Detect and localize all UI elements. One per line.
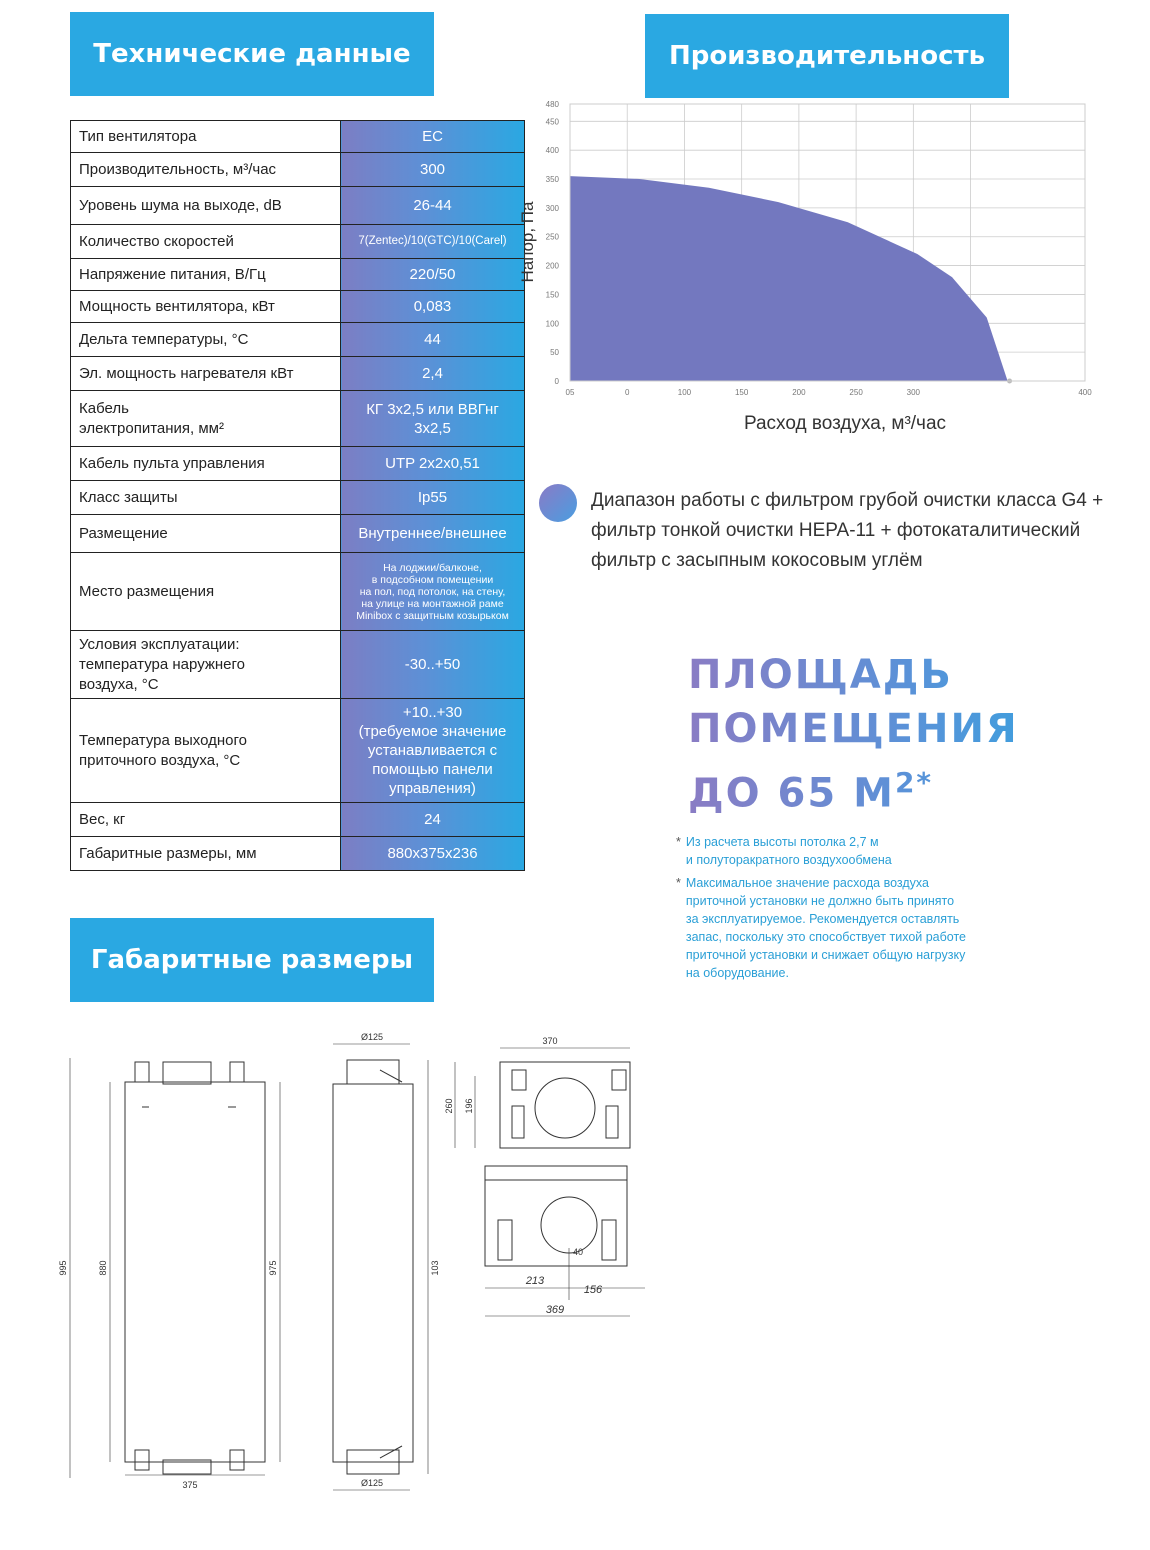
spec-row [71,699,525,803]
chart-y-tick: 0 [554,377,559,386]
spec-label: Производительность, м³/час [71,153,341,187]
dimension-drawings [50,1020,660,1500]
chart-x-tick: 100 [677,388,692,397]
spec-row [71,391,525,447]
footnote-text: Из расчета высоты потолка 2,7 м и полуторакратного воздухообмена [685,835,892,867]
chart-y-label: Напор, Па [518,201,537,283]
tech-data-header: Технические данные [70,12,434,96]
dim-bottom-369: 369 [545,1304,565,1316]
spec-label: Габаритные размеры, мм [71,837,341,871]
spec-label: Класс защиты [71,481,341,515]
spec-value: На лоджии/балконе, в подсобном помещении на пол, под потолок, на стену, на улице на монтажной раме Minibox с защитным козырьком [341,553,525,631]
top-view-drawing [455,1048,630,1148]
chart-y-tick: 100 [545,319,559,329]
filter-legend-dot [539,484,577,522]
spec-value: 24 [341,803,525,837]
chart-x-tick: 250 [849,388,863,397]
spec-value: 2,4 [341,357,525,391]
chart-y-tick: 50 [550,348,559,358]
area-line-2: ПОМЕЩЕНИЯ [688,706,1019,752]
spec-label: Дельта температуры, °С [71,323,341,357]
spec-label: Уровень шума на выходе, dB [71,187,341,225]
dim-front-height-body: 880 [98,1260,108,1276]
spec-value: 880х375х236 [341,837,525,871]
spec-row [71,187,525,225]
dim-bottom-40: 40 [572,1247,584,1257]
footnote-airflow [676,874,1036,982]
dim-top-width: 370 [542,1036,558,1046]
chart-y-tick: 400 [545,146,559,156]
spec-row [71,357,525,391]
spec-label: Кабель электропитания, мм² [71,391,341,447]
chart-y-tick: 250 [545,232,559,242]
spec-label: Напряжение питания, В/Гц [71,259,341,291]
spec-label: Количество скоростей [71,225,341,259]
dimensions-header: Габаритные размеры [70,918,434,1002]
spec-value: 0,083 [341,291,525,323]
spec-row [71,515,525,553]
dim-side-height-outer: 103 [430,1260,440,1276]
spec-value: 300 [341,153,525,187]
bottom-view-drawing [485,1166,645,1316]
chart-y-tick: 150 [545,290,559,300]
performance-chart [500,92,1100,442]
dim-bottom-213: 213 [525,1275,545,1287]
spec-value: +10..+30 (требуемое значение устанавливается с помощью панели управления) [341,699,525,803]
chart-x-tick: 0 [624,388,630,397]
room-area-title [688,648,1128,820]
spec-row [71,447,525,481]
performance-header: Производительность [645,14,1009,98]
footnote-ceiling [676,833,1036,869]
chart-y-tick: 200 [545,261,559,271]
spec-row [71,121,525,153]
spec-value: 44 [341,323,525,357]
spec-row [71,291,525,323]
chart-y-tick: 450 [545,117,559,127]
side-view-drawing [333,1044,428,1490]
spec-value: 220/50 [341,259,525,291]
spec-row [71,259,525,291]
chart-x-tick: 05 [565,388,575,397]
spec-label: Условия эксплуатации: температура наружнего воздуха, °С [71,631,341,699]
spec-table [70,120,525,871]
spec-value: -30..+50 [341,631,525,699]
chart-x-tick: 300 [906,388,921,397]
spec-label: Вес, кг [71,803,341,837]
footnote-star: * [676,835,681,849]
area-line-3: ДО 65 М [688,770,895,817]
chart-x-tick: 200 [792,388,806,397]
spec-row [71,553,525,631]
filter-note: Диапазон работы с фильтром грубой очистки класса G4 + фильтр тонкой очистки HEPA-11 + фотокаталитический фильтр с засыпным кокосовым углём [591,490,1104,571]
area-sup: 2* [894,766,934,799]
spec-row [71,631,525,699]
spec-row [71,837,525,871]
spec-label: Размещение [71,515,341,553]
spec-value: Ip55 [341,481,525,515]
dim-top-h1: 260 [444,1098,454,1114]
chart-y-tick: 480 [545,100,559,109]
dim-side-height: 975 [268,1260,278,1276]
spec-value: Внутреннее/внешнее [341,515,525,553]
area-line-1: ПЛОЩАДЬ [688,652,953,698]
spec-label: Эл. мощность нагревателя кВт [71,357,341,391]
dim-top-h2: 196 [464,1098,474,1114]
chart-y-tick: 350 [545,175,559,185]
dim-bottom-156: 156 [583,1284,603,1296]
chart-series-area [570,176,1008,381]
spec-row [71,153,525,187]
spec-row [71,481,525,515]
dim-side-duct-top: Ø125 [360,1032,384,1042]
spec-value: 7(Zentec)/10(GTC)/10(Carel) [341,225,525,259]
dim-front-width: 375 [182,1480,198,1490]
spec-value: КГ 3х2,5 или ВВГнг 3х2,5 [341,391,525,447]
spec-value: 26-44 [341,187,525,225]
spec-label: Место размещения [71,553,341,631]
spec-value: UTP 2x2x0,51 [341,447,525,481]
spec-row [71,225,525,259]
chart-x-label: Расход воздуха, м³/час [743,413,947,434]
dim-side-duct-bottom: Ø125 [360,1478,384,1488]
spec-row [71,323,525,357]
spec-row [71,803,525,837]
chart-x-tick: 400 [1078,388,1092,397]
spec-label: Мощность вентилятора, кВт [71,291,341,323]
spec-label: Тип вентилятора [71,121,341,153]
chart-x-tick: 150 [734,388,749,397]
chart-y-tick: 300 [545,203,559,213]
footnote-text: Максимальное значение расхода воздуха приточной установки не должно быть принято за эксплуатируемое. Рекомендуется оставлять запас, поскольку это способствует тихой работе приточной установки и снижает общую нагрузку на оборудование. [685,876,967,980]
dim-front-height-total: 995 [58,1260,68,1276]
spec-value: EC [341,121,525,153]
spec-label: Температура выходного приточного воздуха, °С [71,699,341,803]
footnote-star: * [676,876,681,890]
spec-label: Кабель пульта управления [71,447,341,481]
